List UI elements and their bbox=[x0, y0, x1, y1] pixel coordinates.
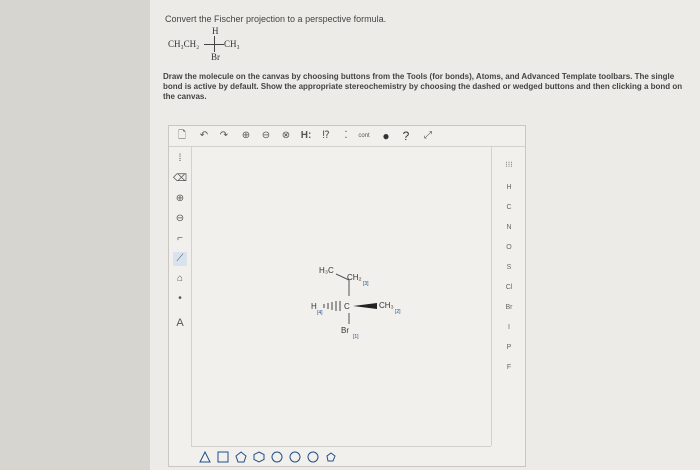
atom-label-button[interactable]: A bbox=[176, 317, 184, 329]
fischer-bottom: Br bbox=[211, 52, 220, 62]
cyclohexane-template-icon[interactable] bbox=[325, 451, 337, 463]
template-toolbar bbox=[191, 446, 491, 467]
drawing-canvas[interactable] bbox=[191, 146, 491, 446]
eraser-icon[interactable]: ⌫ bbox=[173, 173, 188, 184]
atom-button-o[interactable]: O bbox=[506, 244, 512, 251]
atom-button-i[interactable]: I bbox=[508, 324, 510, 331]
expand-icon[interactable]: ⤢ bbox=[424, 130, 432, 141]
undo-icon[interactable]: ↶ bbox=[199, 130, 209, 141]
atom-button-cl[interactable]: Cl bbox=[505, 284, 513, 291]
fischer-projection bbox=[168, 26, 278, 66]
atom-button-br[interactable]: Br bbox=[505, 304, 513, 311]
atom-br-tag: [1] bbox=[353, 334, 359, 340]
hexagon-template-icon[interactable] bbox=[253, 451, 265, 463]
atom-ch3: CH₃ bbox=[379, 301, 394, 310]
atom-button-c[interactable]: C bbox=[506, 204, 512, 211]
atom-ch2: CH₂ bbox=[347, 273, 362, 282]
numbering-icon[interactable]: ⁉ bbox=[322, 130, 330, 141]
bond-tool-icon[interactable]: ⌐ bbox=[177, 233, 183, 244]
atom-button-s[interactable]: S bbox=[506, 264, 512, 271]
help-icon[interactable]: ? bbox=[402, 129, 410, 143]
left-toolbar bbox=[169, 146, 192, 446]
zoom-reset-icon[interactable]: ⊗ bbox=[281, 130, 291, 141]
triangle-template-icon[interactable] bbox=[199, 451, 211, 463]
periodic-table-icon[interactable]: ⁝⁝⁝ bbox=[505, 160, 513, 169]
atom-h-tag: [4] bbox=[317, 310, 323, 316]
reaction-arrow-icon[interactable]: • bbox=[178, 293, 182, 304]
atom-ch2-tag: [3] bbox=[363, 281, 369, 287]
top-toolbar bbox=[169, 126, 525, 147]
charge-plus-icon[interactable]: ⊕ bbox=[175, 193, 185, 204]
atom-button-h[interactable]: H bbox=[506, 184, 512, 191]
info-icon[interactable]: ● bbox=[382, 129, 390, 143]
new-document-icon[interactable]: 🗋 bbox=[177, 130, 187, 141]
atom-c-center: C bbox=[344, 302, 350, 311]
atom-button-f[interactable]: F bbox=[506, 364, 512, 371]
octagon-template-icon[interactable] bbox=[289, 451, 301, 463]
h-toggle-button[interactable]: H: bbox=[300, 130, 312, 141]
select-tool-icon[interactable]: ⁞ bbox=[178, 153, 182, 164]
atoms-toolbar bbox=[491, 146, 526, 446]
atom-button-n[interactable]: N bbox=[506, 224, 512, 231]
redo-icon[interactable]: ↷ bbox=[219, 130, 229, 141]
atom-br: Br bbox=[341, 326, 349, 335]
square-template-icon[interactable] bbox=[217, 451, 229, 463]
charge-minus-icon[interactable]: ⊖ bbox=[175, 213, 185, 224]
question-prompt: Convert the Fischer projection to a perspective formula. bbox=[165, 14, 387, 24]
atom-ch3-tag: [2] bbox=[395, 309, 401, 315]
fischer-right: CH₃ bbox=[224, 39, 240, 49]
fischer-top: H bbox=[212, 26, 219, 36]
dashed-bond-h bbox=[324, 301, 340, 311]
explicit-h-icon[interactable]: ⁚ bbox=[344, 130, 348, 141]
zoom-out-icon[interactable]: ⊖ bbox=[261, 130, 271, 141]
benzene-template-icon[interactable] bbox=[307, 451, 319, 463]
fischer-horizontal-line bbox=[204, 44, 224, 45]
molecule-editor bbox=[168, 125, 526, 467]
wedge-bond-ch3 bbox=[353, 303, 377, 309]
atom-h3c: H₃C bbox=[319, 266, 334, 275]
pentagon-template-icon[interactable] bbox=[235, 451, 247, 463]
atom-button-p[interactable]: P bbox=[506, 344, 512, 351]
cont-button[interactable]: cont bbox=[358, 133, 370, 139]
instructions: Draw the molecule on the canvas by choosing buttons from the Tools (for bonds), Atoms, and Advanced Template toolbars. The single bond is active by default. Show the appropriate stereochemistry by choosing the dashed or wedged buttons and then clicking a bond on the canvas. bbox=[163, 72, 683, 101]
heptagon-template-icon[interactable] bbox=[271, 451, 283, 463]
atom-h: H bbox=[311, 302, 317, 311]
template-icon[interactable]: ⌂ bbox=[176, 273, 184, 284]
chain-tool-icon[interactable]: ⟋ bbox=[173, 252, 187, 266]
fischer-left: CH₃CH₂ bbox=[168, 39, 200, 49]
zoom-in-icon[interactable]: ⊕ bbox=[241, 130, 251, 141]
molecule-bonds bbox=[191, 146, 491, 446]
